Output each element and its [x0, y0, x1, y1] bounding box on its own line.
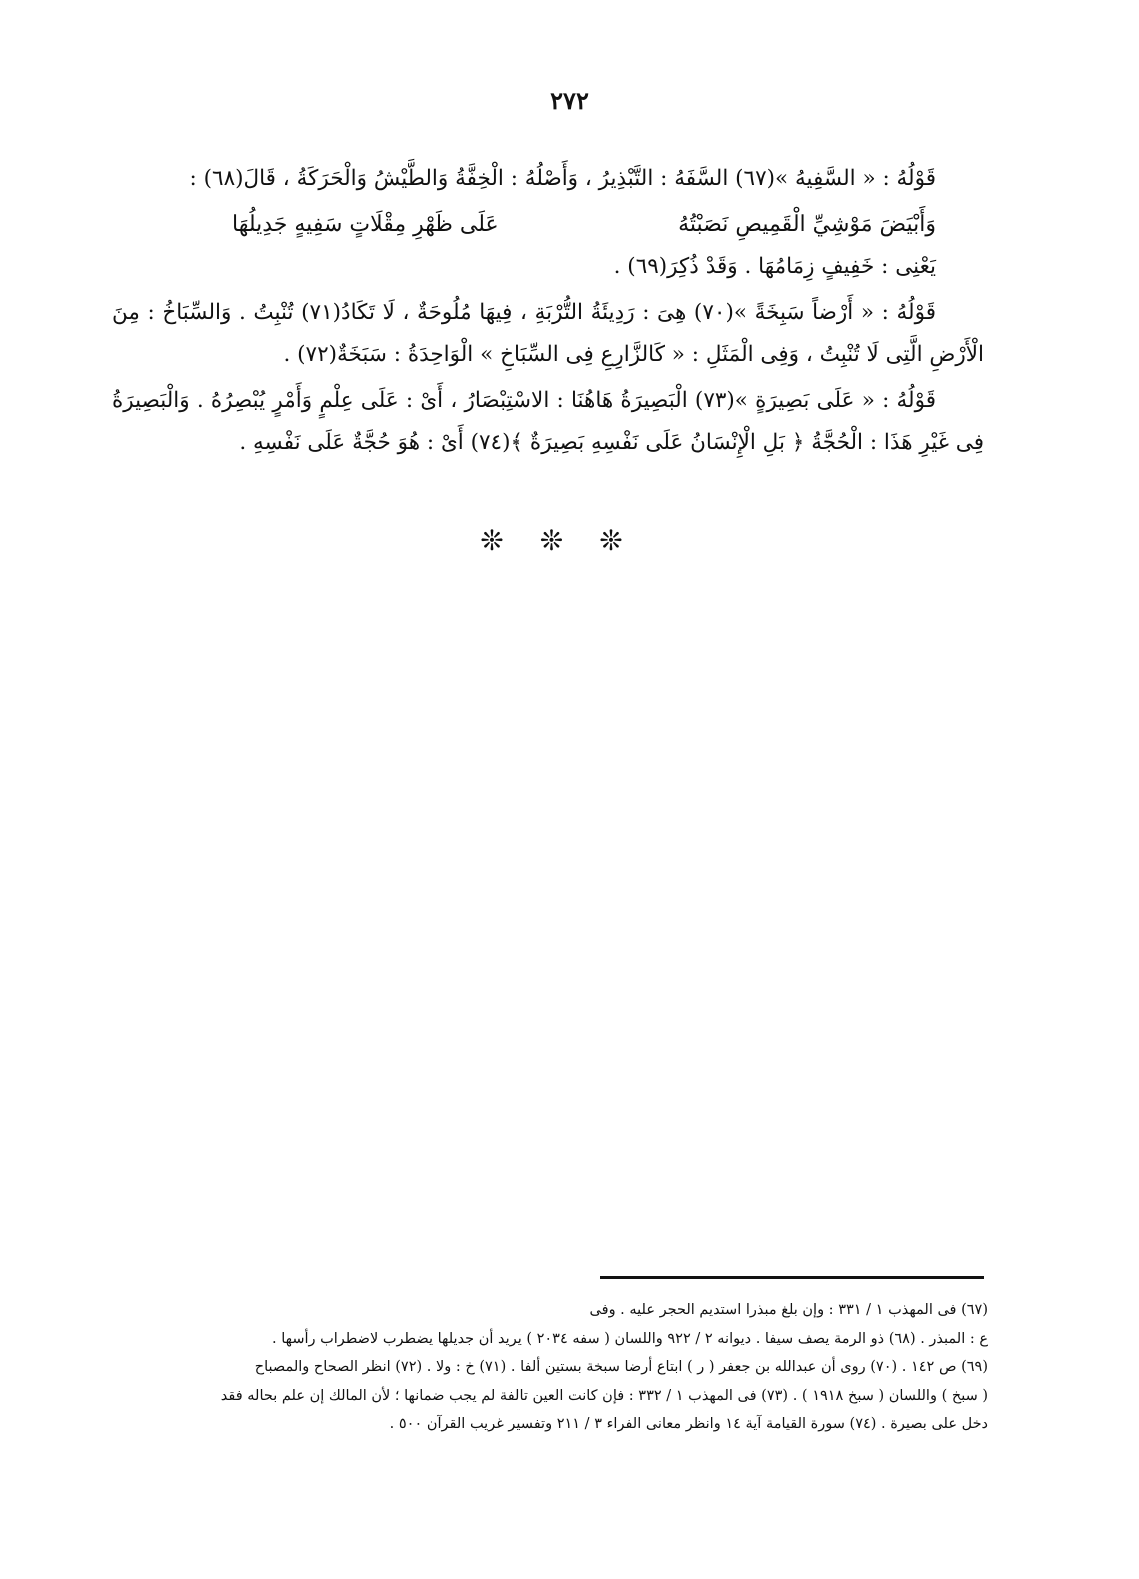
verse-hemistich-first: وَأَبْيَضَ مَوْشِيِّ الْقَمِيصِ نَصَبْتُهُ — [678, 212, 936, 237]
footnotes — [124, 1296, 988, 1439]
footnote-line: ع : المبذر . (٦٨) ذو الرمة يصف سيفا . ديوانه ٢ / ٩٢٢ واللسان ( سفه ٢٠٣٤ ) يريد أن جديلها يضطرب لاضطراب رأسها . — [272, 1330, 988, 1347]
verse-hemistich-second: عَلَى ظَهْرِ مِقْلَاتٍ سَفِيهٍ جَدِيلُهَا — [232, 212, 499, 237]
paragraph-safih: قَوْلُهُ : « السَّفِيهُ »(٦٧) السَّفَهُ : التَّبْذِيرُ ، وَأَصْلُهُ : الْخِفَّةُ وَالطَّيْشُ وَالْحَرَكَةُ ، قَالَ(٦٨) : — [189, 166, 936, 191]
footnote-line: (٦٩) ص ١٤٢ . (٧٠) روى أن عبدالله بن جعفر ( ر ) ابتاع أرضا سبخة بستين ألفا . (٧١) خ : ولا . (٧٢) انظر الصحاح والمصباح — [254, 1359, 988, 1375]
poetry-verse — [232, 204, 936, 246]
footnote-line: دخل على بصيرة . (٧٤) سورة القيامة آية ١٤ وانظر معانى الفراء ٣ / ٢١١ وتفسير غريب القرآن ٥٠٠ . — [389, 1416, 988, 1432]
footnote-line: (٦٧) فى المهذب ١ / ٣٣١ : وإن بلغ مبذرا استديم الحجر عليه . وفى — [589, 1302, 988, 1318]
paragraph-verse-explanation: يَعْنِى : خَفِيفٍ زِمَامُهَا . وَقَدْ ذُكِرَ(٦٩) . — [613, 254, 936, 279]
footnote-line: ( سبخ ) واللسان ( سبخ ١٩١٨ ) . (٧٣) فى المهذب ١ / ٣٣٢ : فإن كانت العين تالفة لم يجب ضمانها ؛ لأن المالك إن علم بحاله فقد — [220, 1387, 988, 1404]
paragraph-sabikha: قَوْلُهُ : « أَرْضاً سَبِخَةً »(٧٠) هِىَ : رَدِيئَةُ التُّرْبَةِ ، فِيهَا مُلُوحَةٌ ، لَا تَكَادُ(٧١) تُنْبِتُ . وَالسِّبَاخُ : مِنَ الْأَرْضِ الَّتِى لَا تُنْبِتُ ، وَفِى الْمَثَلِ : « كَالزَّارِعِ فِى السِّبَاخِ » الْوَاحِدَةُ : سَبَخَةٌ(٧٢) . — [112, 300, 984, 367]
paragraph-basira: قَوْلُهُ : « عَلَى بَصِيرَةٍ »(٧٣) الْبَصِيرَةُ هَاهُنَا : الاسْتِبْصَارُ ، أَىْ : عَلَى عِلْمٍ وَأَمْرٍ يُبْصِرُهُ . وَالْبَصِيرَةُ فِى غَيْرِ هَذَا : الْحُجَّةُ ﴿ بَلِ الْإِنْسَانُ عَلَى نَفْسِهِ بَصِيرَةٌ ﴾(٧٤) أَىْ : هُوَ حُجَّةٌ عَلَى نَفْسِهِ . — [112, 388, 984, 455]
page-number: ٢٧٢ — [550, 86, 589, 115]
footnote-divider — [600, 1276, 984, 1279]
main-text-body — [112, 158, 984, 468]
section-separator-stars: ❊❊❊ — [480, 524, 659, 557]
